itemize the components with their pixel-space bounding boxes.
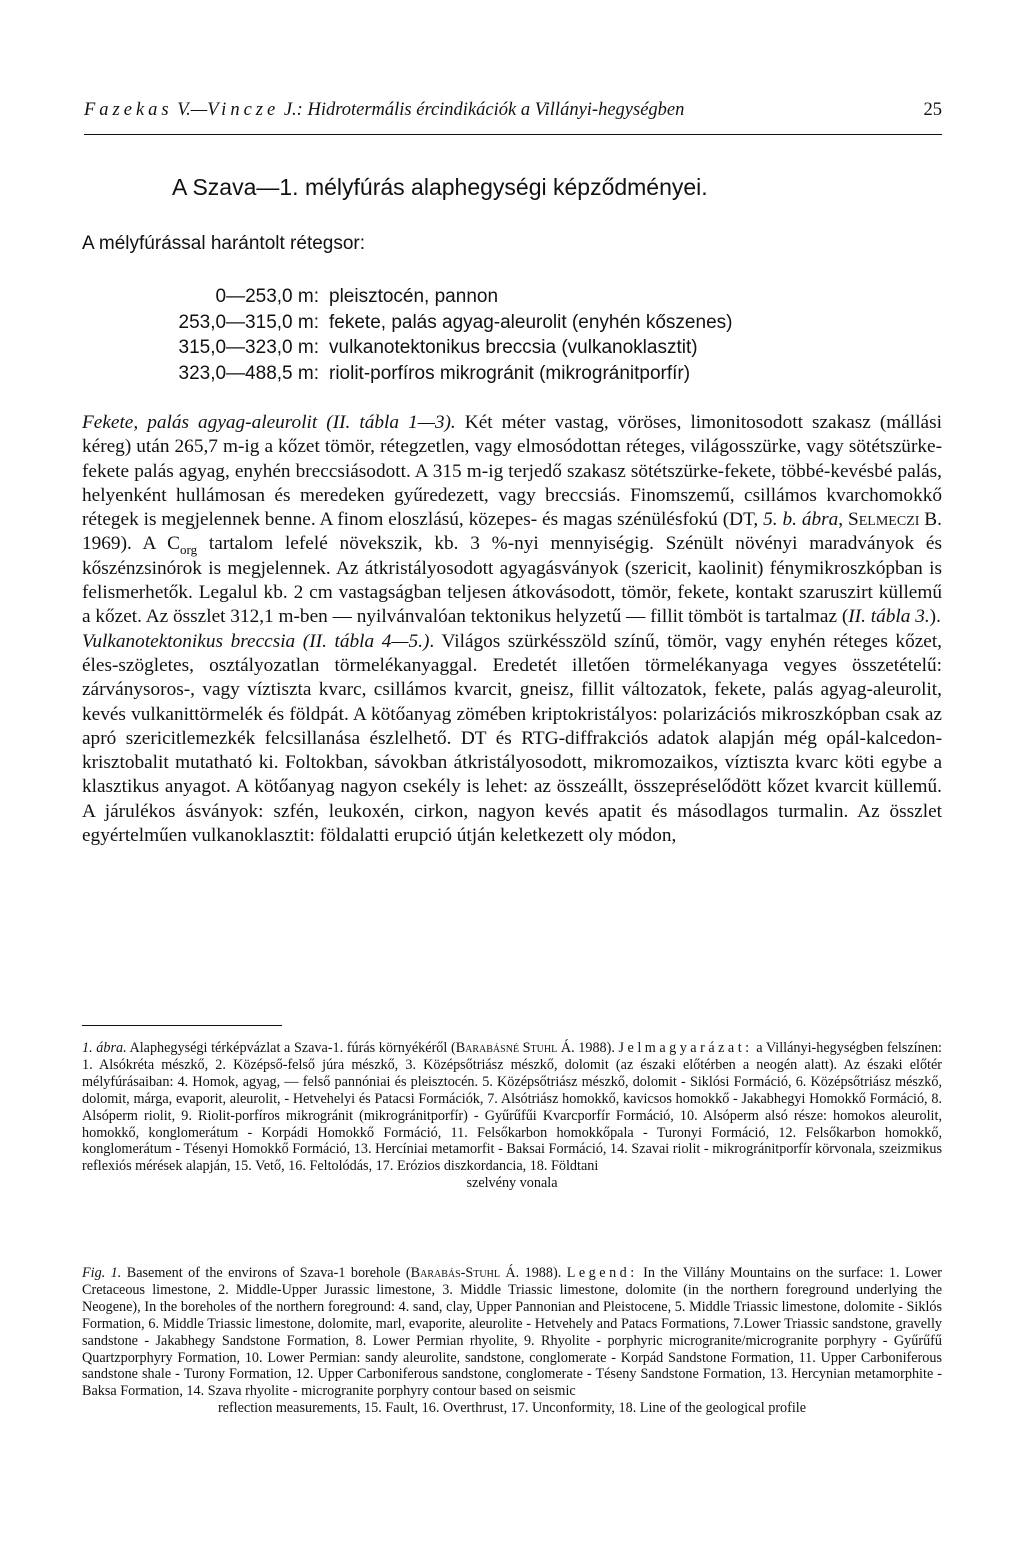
caption-text: Alaphegységi térképvázlat a Szava-1. fúrás környékéről (	[126, 1040, 456, 1056]
strata-row	[70, 335, 940, 361]
section-title: A Szava—1. mélyfúrás alaphegységi képződményei.	[172, 174, 708, 200]
paragraph-text: Két méter vastag, vöröses, limonitosodott szakasz (mállási kéreg) után 265,7 m-ig a kőzet tömör, rétegzetlen, vagy elmosódottan réteges, világosszürke, vagy sötétszürke-fekete palás agyag, enyhén breccsiásodott. A 315 m-ig terjedő szakasz sötétszürke-fekete, többé-kevésbé palás, helyenként hullámosan és meredeken gyűredezett, vagy breccsiás. Finomszemű, csillámos kvarchomokkő rétegek is megjelennek benne. A finom eloszlású, közepes- és magas szénülésfokú (DT,	[82, 412, 942, 531]
legend-heading: Jelmagyarázat:	[618, 1040, 753, 1056]
paragraph-black-shale	[82, 411, 942, 630]
running-head	[84, 96, 942, 124]
author-b: Vincze	[207, 100, 280, 120]
strata-row	[70, 310, 940, 336]
caption-last-line: szelvény vonala	[466, 1175, 558, 1192]
strata-description: pleisztocén, pannon	[329, 286, 499, 307]
strata-intro: A mélyfúrással harántolt rétegsor:	[82, 233, 366, 254]
paragraph-breccia	[82, 630, 942, 849]
subscript: org	[180, 542, 198, 558]
strata-description: fekete, palás agyag-aleurolit (enyhén kőszenes)	[329, 311, 733, 333]
caption-author: Barabás-Stuhl Á.	[410, 1265, 520, 1281]
citation-author: Selmeczi B.	[848, 509, 942, 531]
page-number: 25	[923, 100, 942, 120]
caption-label: 1. ábra.	[82, 1040, 127, 1056]
paragraph-text: 1969). A C	[82, 533, 181, 555]
running-title: Hidrotermális ércindikációk a Villányi-hegységben	[307, 100, 685, 120]
paragraph-text: ).	[929, 606, 941, 628]
paragraph-heading: Fekete, palás agyag-aleurolit (II. tábla 1—3).	[82, 412, 456, 433]
paragraph-text: ,	[838, 509, 849, 531]
strata-row	[70, 361, 940, 387]
plate-reference: II. tábla 3.	[848, 606, 930, 628]
caption-author: Barabásné Stuhl Á.	[455, 1040, 575, 1056]
paragraph-heading: Vulkanotektonikus breccsia (II. tábla 4—5.)	[82, 630, 430, 652]
header-rule	[84, 134, 942, 135]
caption-last-line: reflection measurements, 15. Fault, 16. Overthrust, 17. Unconformity, 18. Line of the geological profile	[217, 1400, 807, 1417]
figure-caption-hungarian	[82, 1040, 942, 1192]
strata-row	[70, 284, 940, 310]
strata-depth: 315,0—323,0 m:	[178, 337, 319, 358]
caption-text: 1988).	[519, 1265, 567, 1281]
strata-depth: 253,0—315,0 m:	[178, 311, 319, 333]
figure-reference: 5. b. ábra	[763, 509, 839, 531]
figure-caption-english	[82, 1265, 942, 1417]
caption-text: In the Villány Mountains on the surface: 1. Lower Cretaceous limestone, 2. Middle-Upper Jurassic limestone, 3. Middle Triassic limestone, dolomite (in the northern foreground underlying the Neogene), In the boreholes of the northern foreground: 4. sand, clay, Upper Pannonian and Pleistocene, 5. Middle Triassic limestone, dolomite - Siklós Formation, 6. Middle Triassic limestone, dolomite, marl, evaporite, aleurolite - Hetvehely and Patacs Formations, 7.Lower Triassic sandstone, gravelly sandstone - Jakabhegy Sandstone Formation, 8. Lower Permian rhyolite, 9. Rhyolite - porphyric microgranite/microgranite porphyry - Gyűrűfű Quartzporphyry Formation, 10. Lower Permian: sandy aleurolite, sandstone, conglomerate - Korpád Sandstone Formation, 11. Upper Carboniferous sandstone shale - Turony Formation, 12. Upper Carboniferous sandstone, conglomerate - Téseny Sandstone Formation, 13. Hercynian metamorphite - Baksa Formation, 14. Szava rhyolite - microgranite porphyry contour based on seismic	[82, 1265, 942, 1400]
strata-depth: 323,0—488,5 m:	[178, 362, 319, 384]
caption-text: a Villányi-hegységben felszínen: 1. Alsókréta mészkő, 2. Középső-felső júra mészkő, 3. Középsőtriász mészkő, dolomit (az északi előtérben a neogén alatt). Az északi előtér mélyfúrásaiban: 4. Homok, agyag, — felső pannóniai és pleisztocén. 5. Középsőtriász mészkő, dolomit - Siklósi Formáció, 6. Középsőtriász mészkő, dolomit, márga, evaporit, aleurolit, - Hetvehelyi és Patacsi Formációk, 7. Alsótriász homokkő, kavicsos homokkő - Jakabhegyi Homokkő Formáció, 8. Alsóperm riolit, 9. Riolit-porfíros mikrogránit (mikrogránitporfír) - Gyűrűfűi Kvarcporfír Formáció, 10. Alsóperm alsó része: homokos aleurolit, homokkő, konglomerátum - Korpádi Homokkő Formáció, 11. Felsőkarbon homokkőpala - Turonyi Formáció, 12. Felsőkarbon homokkő, konglomerátum - Tésenyi Homokkő Formáció, 13. Hercíniai metamorfit - Baksai Formáció, 14. Szavai riolit - mikrogránitporfír körvonala, szeizmikus reflexiós mérések alapján, 15. Vető, 16. Feltolódás, 17. Erózios diszkordancia, 18. Földtani	[82, 1040, 943, 1175]
caption-rule	[82, 1025, 282, 1026]
caption-text: Basement of the environs of Szava-1 borehole (	[121, 1265, 411, 1281]
author-separator: —	[190, 100, 208, 120]
legend-heading: Legend:	[566, 1265, 638, 1281]
body-text	[82, 411, 942, 848]
paragraph-text: tartalom lefelé növekszik, kb. 3 %-nyi mennyiségig. Szénült növényi maradványok és kőszénzsinórok is megjelennek. Az átkristályosodott agyagásványok (szericit, kaolinit) fénymikroszkópban is felismerhetők. Legalul kb. 2 cm vastagságban teljesen átkovásodott, tömör, fekete, kontakt szaruszirt küllemű a kőzet. Az összlet 312,1 m-ben — nyilvánvalóan tektonikus helyzetű — fillit tömböt is tartalmaz (	[82, 533, 942, 628]
paragraph-text: . Világos szürkésszöld színű, tömör, vagy enyhén réteges kőzet, éles-szögletes, osztályozatlan törmelékanyaggal. Eredetét illetően törmelékanyaga vegyes összetételű: zárványsoros-, vagy víztiszta kvarc, csillámos kvarcit, gneisz, fillit változatok, fekete, palás agyag-aleurolit, kevés vulkanittörmelék és földpát. A kötőanyag zömében kriptokristályos: polarizációs mikroszkópban csak az apró szericitlemezkék felcsillanása észlelhető. DT és RTG-diffrakciós adatok alapján még opál-kalcedon-krisztobalit mutatható ki. Foltokban, sávokban átkristályosodott, mikromozaikos, víztiszta kvarc köti egybe a klasztikus anyagot. A kötőanyag nagyon csekély is lehet: az összeállt, összepréselődött kőzet kvarcit küllemű. A járulékos ásványok: szfén, leukoxén, cirkon, nagyon kevés apatit és másodlagos turmalin. Az összlet egyértelműen vulkanoklasztit: földalatti erupció útján keletkezett oly módon,	[82, 630, 943, 847]
strata-list	[70, 284, 940, 386]
caption-text: 1988).	[574, 1040, 619, 1056]
strata-depth: 0—253,0 m:	[215, 286, 319, 307]
caption-label: Fig. 1.	[82, 1265, 122, 1281]
author-a-initial: V.	[177, 100, 191, 120]
strata-description: riolit-porfíros mikrogránit (mikrogránitporfír)	[329, 362, 691, 384]
author-a: Fazekas	[84, 100, 173, 120]
strata-description: vulkanotektonikus breccsia (vulkanoklasztit)	[329, 337, 698, 358]
author-b-initial: J.:	[283, 100, 303, 120]
